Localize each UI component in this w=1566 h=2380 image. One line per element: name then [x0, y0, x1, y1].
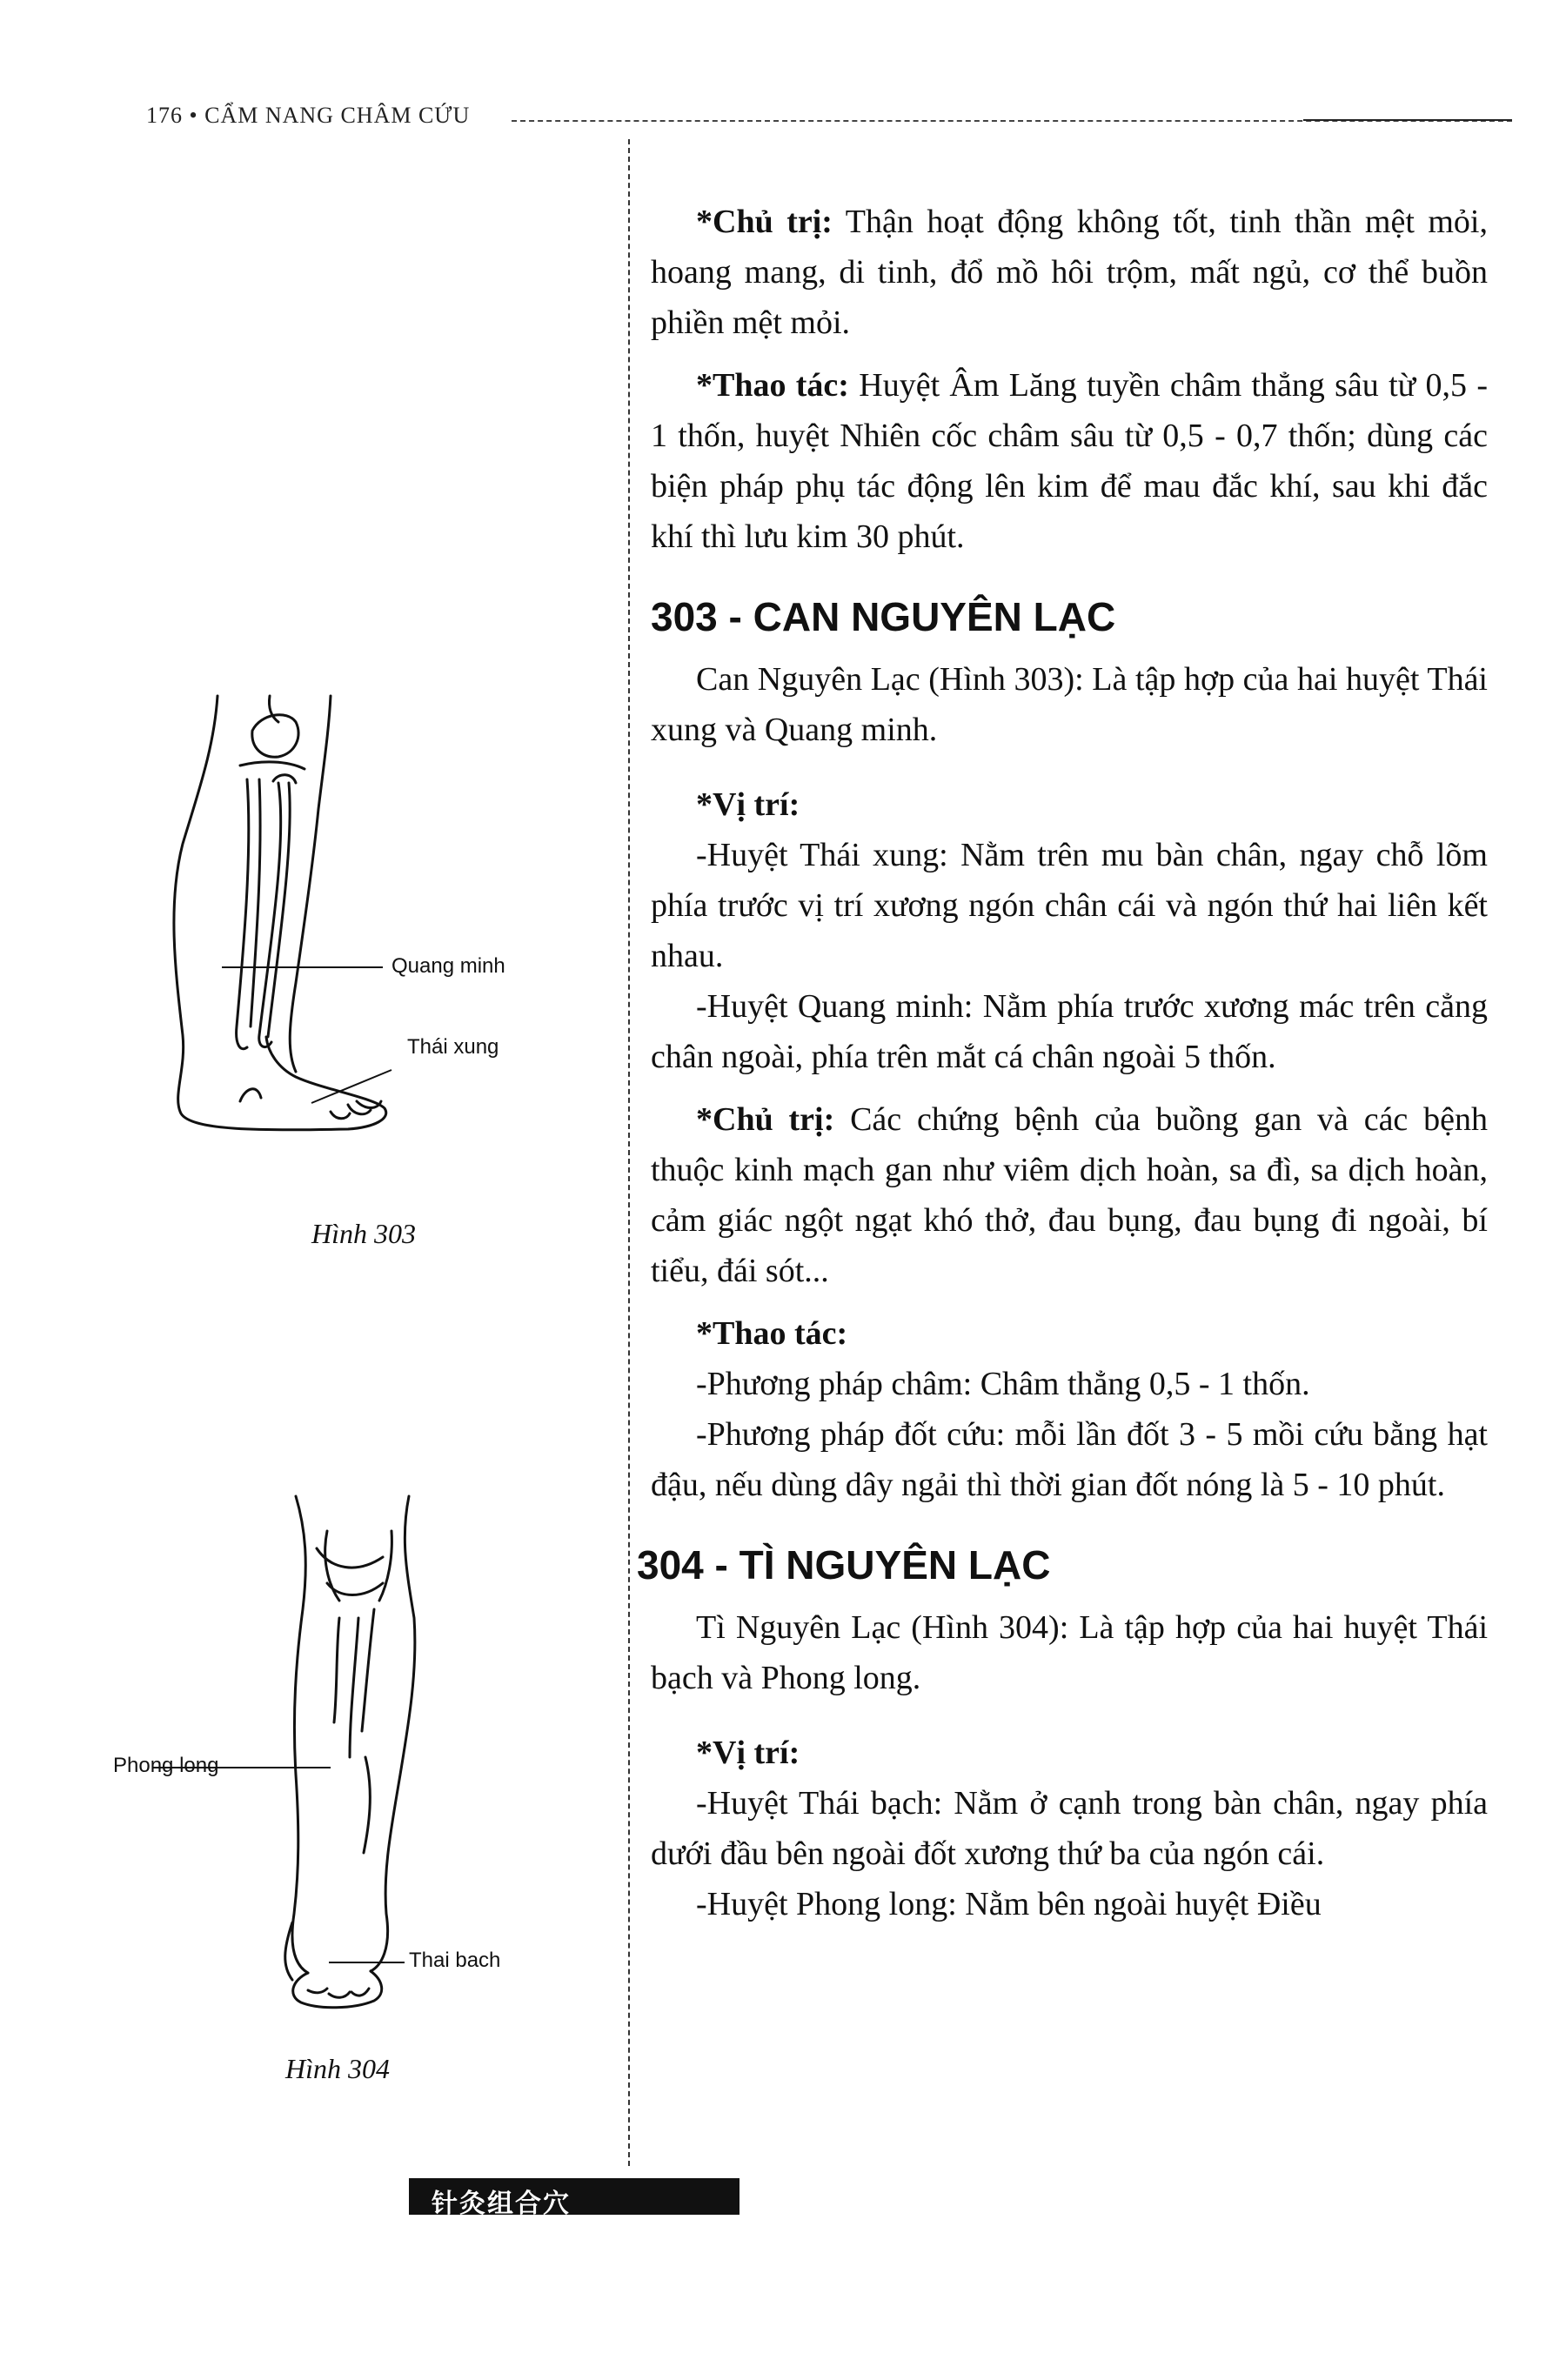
section-304-phong-long: -Huyệt Phong long: Nằm bên ngoài huyệt Điều — [696, 1886, 1322, 1922]
section-304-intro: Tì Nguyên Lạc (Hình 304): Là tập hợp của hai huyệt Thái bạch và Phong long. — [651, 1609, 1488, 1696]
footer-band — [409, 2178, 740, 2219]
page-number: 176 — [146, 103, 183, 128]
label-thai-xung: Thái xung — [407, 1035, 499, 1059]
page-header — [146, 103, 1512, 137]
label-thai-bach: Thai bach — [409, 1949, 501, 1972]
paragraph-thao-tac: *Thao tác: Huyệt Âm Lăng tuyền châm thẳng sâu từ 0,5 - 1 thốn, huyệt Nhiên cốc châm sâu từ 0,5 - 0,7 thốn; dùng các biện pháp phụ tác động lên kim để mau đắc khí, sau khi đắc khí thì lưu kim 30 phút. — [651, 367, 1489, 555]
footer-chinese-title: 针灸组合穴 — [432, 2189, 571, 2219]
section-303-thai-xung: -Huyệt Thái xung: Nằm trên mu bàn chân, ngay chỗ lõm phía trước vị trí xương ngón chân cái và ngón thứ hai liên kết nhau. — [651, 837, 1488, 974]
section-303-chu-tri: *Chủ trị: Các chứng bệnh của buồng gan và các bệnh thuộc kinh mạch gan như viêm dịch hoàn, sa đì, sa dịch hoàn, cảm giác ngột ngạt khó thở, đau bụng, đau bụng đi ngoài, bí tiểu, đái sót... — [651, 1101, 1488, 1289]
running-title: • CẨM NANG CHÂM CỨU — [189, 103, 471, 128]
section-303-intro: Can Nguyên Lạc (Hình 303): Là tập hợp của hai huyệt Thái xung và Quang minh. — [651, 661, 1488, 748]
figure-303 — [157, 696, 626, 1261]
section-304-heading: 304 - TÌ NGUYÊN LẠC — [637, 1542, 1051, 1588]
column-divider — [628, 139, 630, 2166]
section-303-heading: 303 - CAN NGUYÊN LẠC — [651, 594, 1116, 639]
section-303-dot-cuu: -Phương pháp đốt cứu: mỗi lần đốt 3 - 5 mồi cứu bằng hạt đậu, nếu dùng dây ngải thì thời gian đốt nóng là 5 - 10 phút. — [651, 1416, 1488, 1503]
figure-304 — [113, 1496, 609, 2105]
figure-303-caption: Hình 303 — [311, 1218, 416, 1249]
section-303-vitri-label: *Vị trí: — [696, 786, 800, 823]
text-column — [637, 197, 1489, 1929]
section-303-thao-tac-label: *Thao tác: — [696, 1315, 848, 1352]
figure-304-caption: Hình 304 — [285, 2053, 390, 2084]
leg-lateral-illustration — [157, 696, 609, 1148]
section-304-vitri-label: *Vị trí: — [696, 1735, 800, 1771]
label-phong-long: Phong long — [113, 1754, 219, 1777]
header-rule-solid — [1303, 119, 1512, 121]
section-303-cham: -Phương pháp châm: Châm thẳng 0,5 - 1 thốn. — [696, 1366, 1310, 1402]
section-304-thai-bach: -Huyệt Thái bạch: Nằm ở cạnh trong bàn chân, ngay phía dưới đầu bên ngoài đốt xương thứ ba của ngón cái. — [651, 1785, 1488, 1872]
label-quang-minh: Quang minh — [392, 954, 505, 978]
section-303-quang-minh: -Huyệt Quang minh: Nằm phía trước xương mác trên cẳng chân ngoài, phía trên mắt cá chân ngoài 5 thốn. — [651, 988, 1488, 1075]
paragraph-chu-tri: *Chủ trị: Thận hoạt động không tốt, tinh thần mệt mỏi, hoang mang, di tinh, đổ mồ hôi trộm, mất ngủ, cơ thể buồn phiền mệt mỏi. — [651, 204, 1488, 341]
